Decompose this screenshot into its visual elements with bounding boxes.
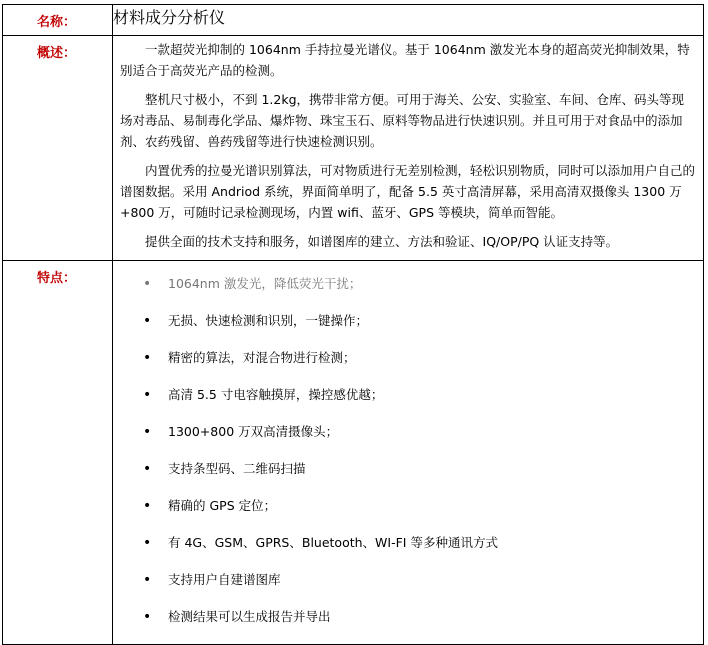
feature-item [143, 459, 703, 496]
description-paragraph: 提供全面的技术支持和服务，如谱图库的建立、方法和验证、IQ/OP/PQ 认证支持等。 [145, 234, 619, 249]
feature-item [143, 570, 703, 607]
feature-item [143, 311, 703, 348]
bullet-icon: • [143, 313, 152, 329]
description-paragraph: 内置优秀的拉曼光谱识别算法，可对物质进行无差别检测，轻松识别物质，同时可以添加用户自己的谱图数据。采用 Andriod 系统，界面简单明了，配备 5.5 英寸高清屏幕，采用高清双摄像头 1300 万+800 万，可随时记录检测现场，内置 wifi、蓝牙、GPS 等模块，简单而智能。 [120, 163, 696, 220]
feature-text: 无损、快速检测和识别，一键操作； [168, 313, 369, 328]
feature-text: 高清 5.5 寸电容触摸屏，操控感优越； [168, 387, 384, 402]
feature-item [143, 274, 703, 311]
feature-text: 精确的 GPS 定位； [168, 498, 277, 513]
description-cell [113, 36, 704, 261]
bullet-icon: • [143, 276, 152, 292]
feature-text: 支持用户自建谱图库 [168, 572, 281, 587]
feature-item [143, 533, 703, 570]
feature-item [143, 607, 703, 644]
bullet-icon: • [143, 609, 152, 625]
feature-item [143, 348, 703, 385]
feature-list [113, 261, 703, 644]
bullet-icon: • [143, 572, 152, 588]
name-cell [113, 5, 704, 36]
bullet-icon: • [143, 424, 152, 440]
feature-item [143, 385, 703, 422]
description-paragraph: 一款超荧光抑制的 1064nm 手持拉曼光谱仪。基于 1064nm 激发光本身的超高荧光抑制效果，特别适合于高荧光产品的检测。 [120, 42, 690, 78]
features-cell [113, 261, 704, 645]
features-row [3, 261, 704, 645]
feature-text: 1064nm 激发光，降低荧光干扰； [168, 276, 362, 291]
feature-text: 支持条型码、二维码扫描 [168, 461, 306, 476]
feature-text: 精密的算法，对混合物进行检测； [168, 350, 356, 365]
feature-item [143, 422, 703, 459]
bullet-icon: • [143, 498, 152, 514]
bullet-icon: • [143, 461, 152, 477]
description-paragraph: 整机尺寸极小，不到 1.2kg，携带非常方便。可用于海关、公安、实验室、车间、仓库、码头等现场对毒品、易制毒化学品、爆炸物、珠宝玉石、原料等物品进行快速识别。并且可用于对食品中的添加剂、农药残留、兽药残留等进行快速检测识别。 [120, 92, 685, 149]
feature-text: 1300+800 万双高清摄像头； [168, 424, 339, 439]
feature-item [143, 496, 703, 533]
spec-table [2, 4, 704, 645]
bullet-icon: • [143, 535, 152, 551]
feature-text: 检测结果可以生成报告并导出 [168, 609, 331, 624]
bullet-icon: • [143, 350, 152, 366]
description-row [3, 36, 704, 261]
name-label: 名称： [3, 5, 113, 36]
description-label: 概述： [3, 36, 113, 261]
product-name: 材料成分分析仪 [113, 8, 226, 27]
features-label: 特点： [3, 261, 113, 645]
bullet-icon: • [143, 387, 152, 403]
feature-text: 有 4G、GSM、GPRS、Bluetooth、WI-FI 等多种通讯方式 [168, 535, 498, 550]
name-row [3, 5, 704, 36]
description-text [113, 36, 703, 252]
